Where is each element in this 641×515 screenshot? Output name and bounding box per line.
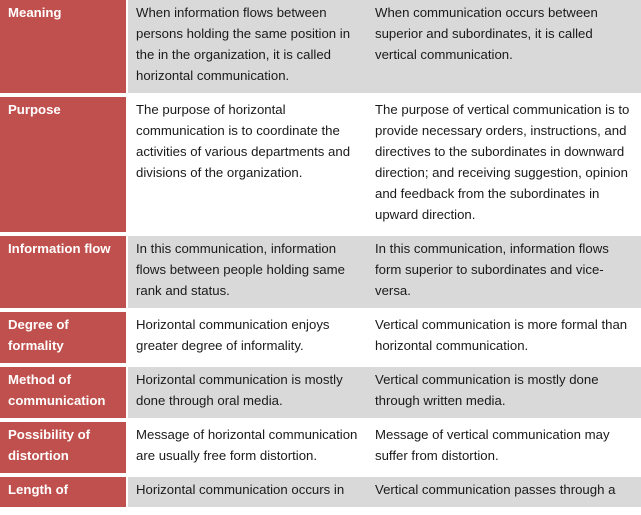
horizontal-cell: In this communication, information flows between people holding same rank and status. — [127, 234, 367, 310]
horizontal-cell: Horizontal communication is mostly done through oral media. — [127, 365, 367, 420]
vertical-cell: Vertical communication passes through a — [367, 475, 641, 509]
table-row — [0, 420, 641, 475]
vertical-cell: When communication occurs between superior and subordinates, it is called vertical communication. — [367, 0, 641, 95]
row-label: Length of — [0, 475, 127, 509]
row-label: Meaning — [0, 0, 127, 95]
vertical-cell: Message of vertical communication may suffer from distortion. — [367, 420, 641, 475]
table-row — [0, 365, 641, 420]
vertical-cell: The purpose of vertical communication is to provide necessary orders, instructions, and directives to the subordinates in downward direction; and receiving suggestion, opinion and feedback from the subordinates in upward direction. — [367, 95, 641, 234]
table-row — [0, 95, 641, 234]
vertical-cell: Vertical communication is more formal than horizontal communication. — [367, 310, 641, 365]
table-row — [0, 0, 641, 95]
horizontal-cell: Message of horizontal communication are usually free form distortion. — [127, 420, 367, 475]
table-row — [0, 234, 641, 310]
horizontal-cell: The purpose of horizontal communication is to coordinate the activities of various departments and divisions of the organization. — [127, 95, 367, 234]
horizontal-cell: Horizontal communication occurs in — [127, 475, 367, 509]
horizontal-cell: When information flows between persons holding the same position in the in the organization, it is called horizontal communication. — [127, 0, 367, 95]
horizontal-cell: Horizontal communication enjoys greater degree of informality. — [127, 310, 367, 365]
table-row — [0, 310, 641, 365]
table-row — [0, 475, 641, 509]
vertical-cell: Vertical communication is mostly done through written media. — [367, 365, 641, 420]
row-label: Degree of formality — [0, 310, 127, 365]
vertical-cell: In this communication, information flows form superior to subordinates and vice-versa. — [367, 234, 641, 310]
row-label: Method of communication — [0, 365, 127, 420]
row-label: Purpose — [0, 95, 127, 234]
row-label: Possibility of distortion — [0, 420, 127, 475]
row-label: Information flow — [0, 234, 127, 310]
